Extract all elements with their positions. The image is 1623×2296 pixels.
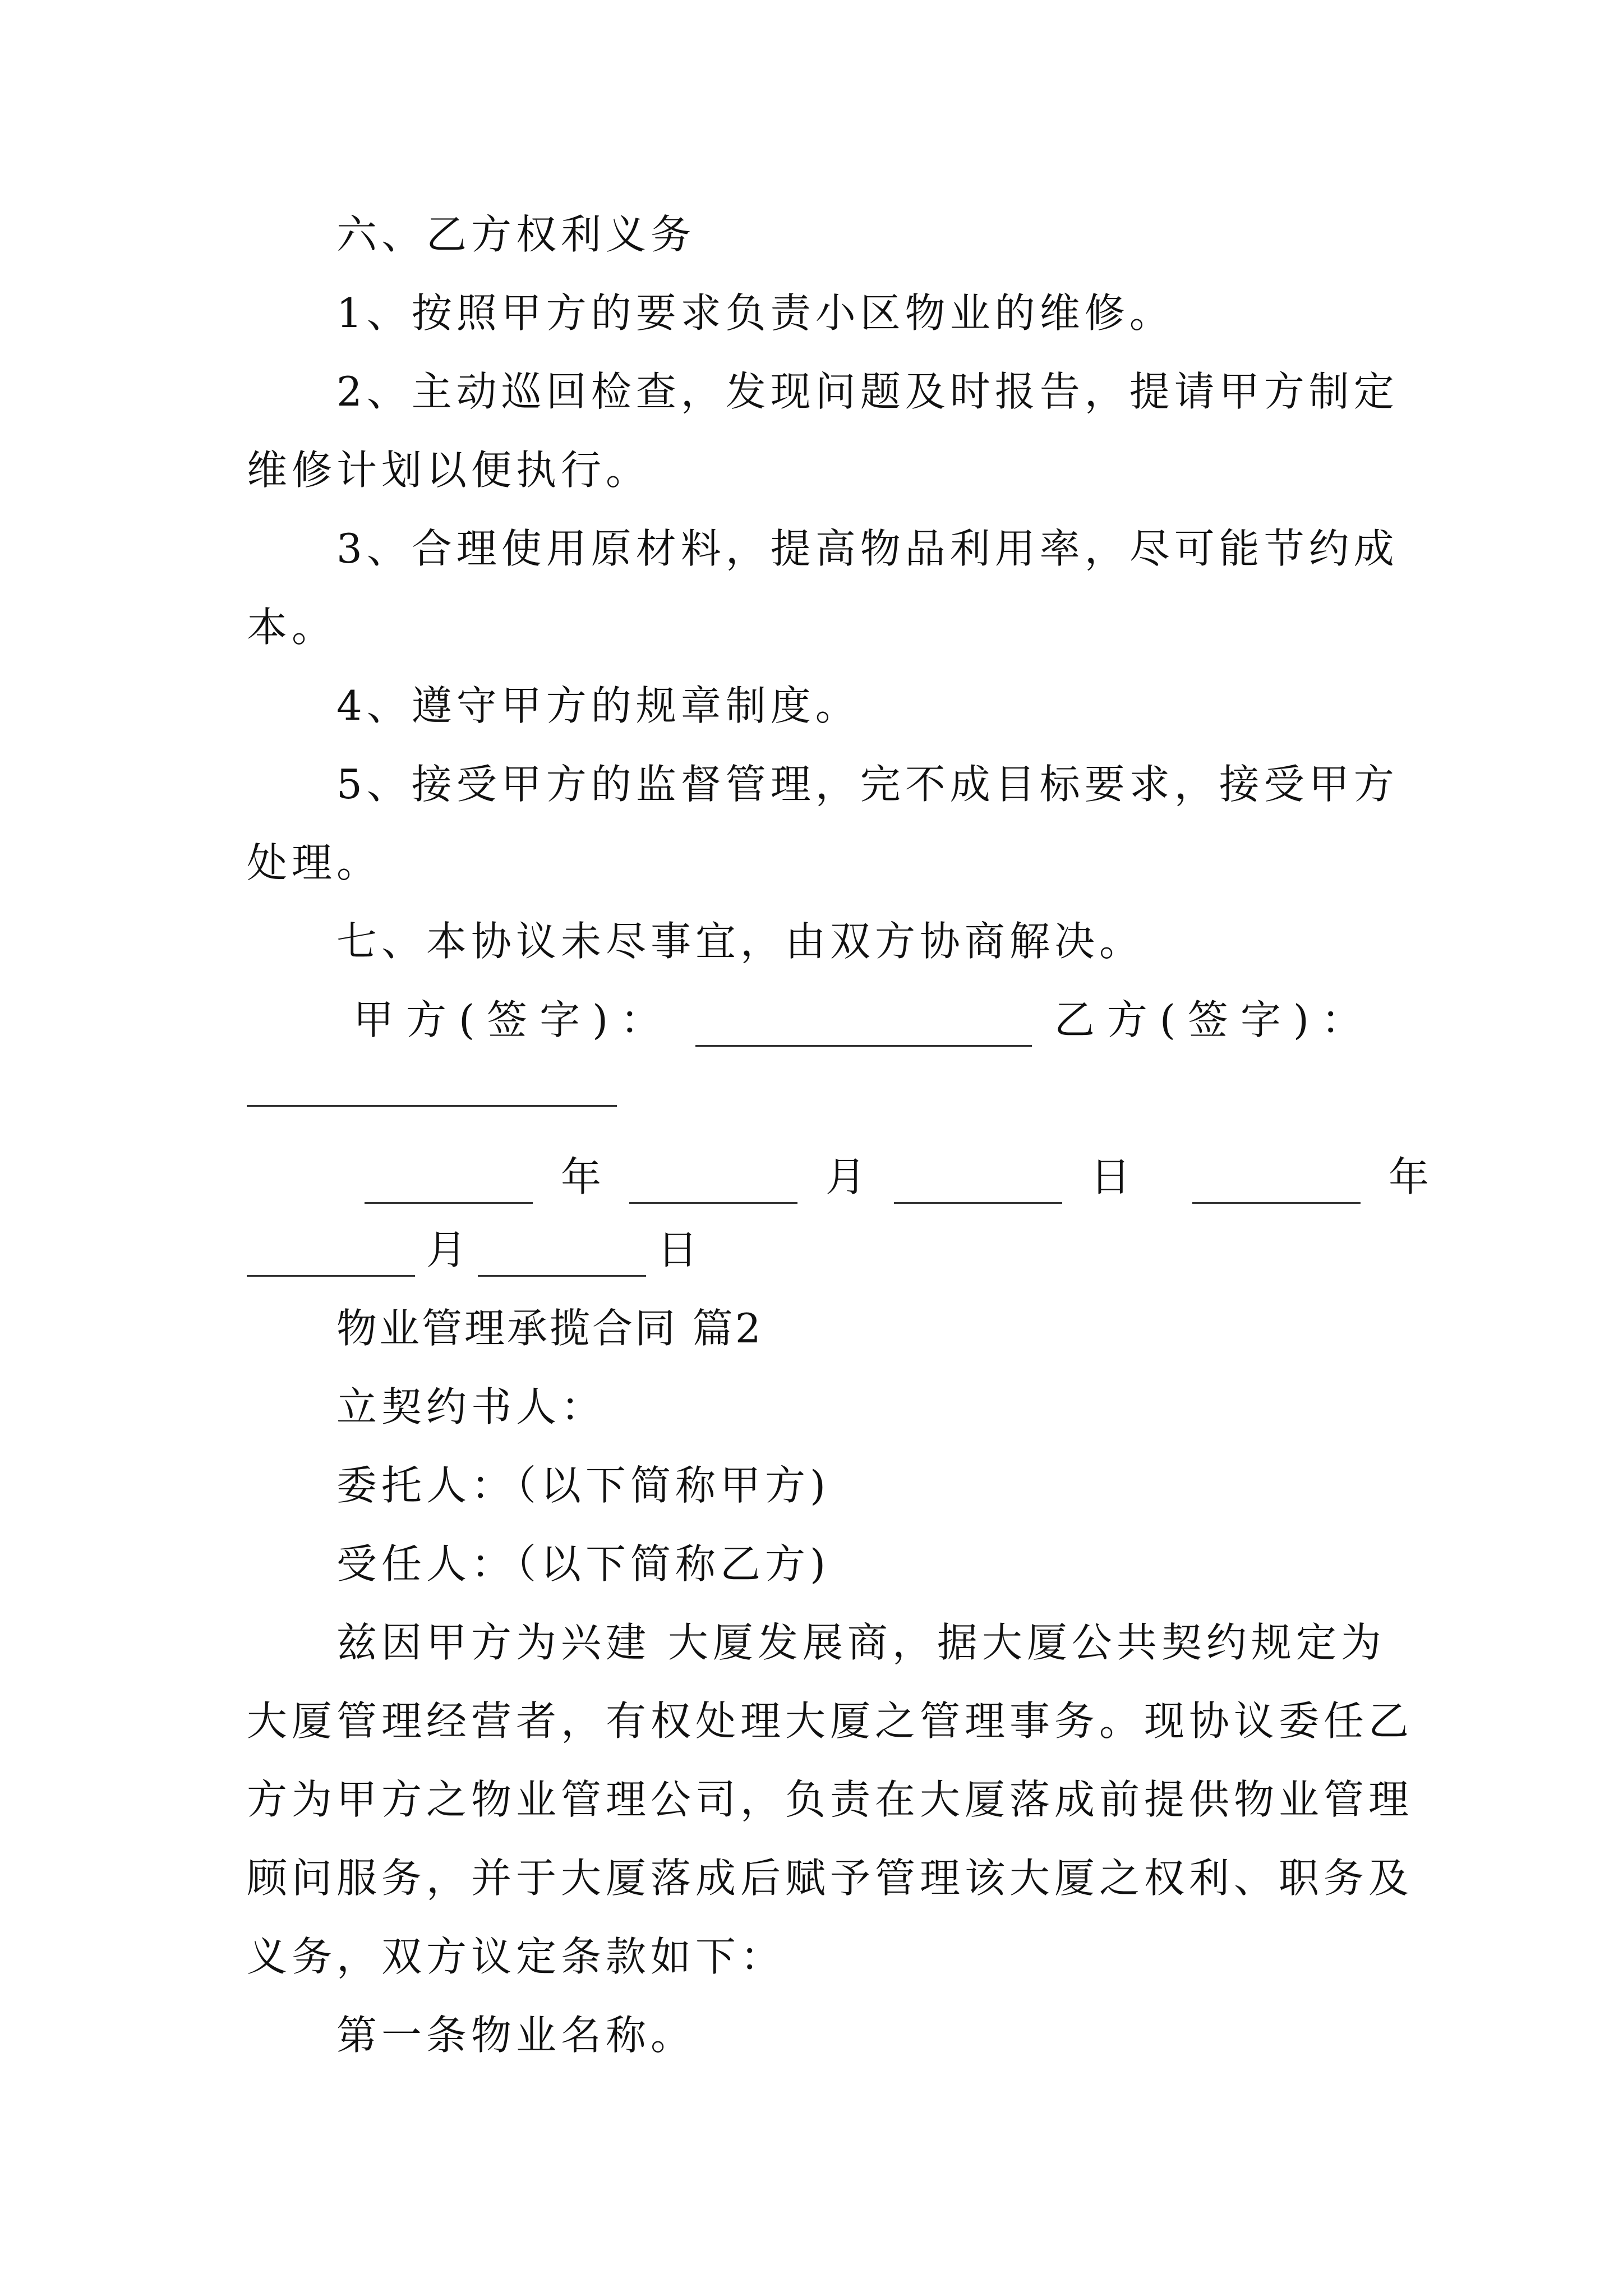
party-a-date-row bbox=[353, 1150, 1446, 1204]
contract-2-paragraph-line-4: 顾问服务，并于大厦落成后赋予管理该大厦之权利、职务及 bbox=[247, 1855, 1414, 1902]
section-7-text: 七、本协议未尽事宜，由双方协商解决。 bbox=[336, 918, 1145, 965]
party-b-signature-label: 乙方(签字)： bbox=[1054, 996, 1374, 1043]
section-6-item-5-line-2: 处理。 bbox=[247, 839, 382, 886]
party-b-day-blank bbox=[478, 1236, 646, 1277]
contract-2-principal: 委托人：（以下简称甲方) bbox=[336, 1462, 831, 1509]
party-b-year-blank bbox=[1192, 1163, 1361, 1204]
contract-2-paragraph-line-5: 义务，双方议定条款如下： bbox=[247, 1933, 786, 1980]
party-a-month-blank bbox=[629, 1163, 797, 1204]
party-a-month-label: 月 bbox=[826, 1153, 866, 1200]
party-a-year-label: 年 bbox=[561, 1153, 602, 1200]
party-a-signature-blank bbox=[695, 1006, 1032, 1047]
section-6-item-2-line-1: 2、主动巡回检查，发现问题及时报告，提请甲方制定 bbox=[336, 368, 1399, 415]
party-a-day-label: 日 bbox=[1090, 1153, 1131, 1200]
contract-2-agent: 受任人：（以下简称乙方) bbox=[336, 1540, 831, 1588]
signature-row bbox=[353, 993, 1374, 1047]
party-a-day-blank bbox=[894, 1163, 1062, 1204]
contract-2-paragraph-line-2: 大厦管理经营者，有权处理大厦之管理事务。现协议委任乙 bbox=[247, 1697, 1414, 1745]
section-6-item-3-line-2: 本。 bbox=[247, 604, 337, 651]
section-6-item-1: 1、按照甲方的要求负责小区物业的维修。 bbox=[336, 289, 1174, 337]
section-6-item-4: 4、遵守甲方的规章制度。 bbox=[336, 682, 860, 729]
party-b-signature-blank bbox=[247, 1066, 617, 1107]
party-b-year-label: 年 bbox=[1389, 1153, 1430, 1200]
section-6-item-2-line-2: 维修计划以便执行。 bbox=[247, 447, 651, 494]
contract-2-article-1: 第一条物业名称。 bbox=[336, 2012, 696, 2059]
contract-2-title: 物业管理承揽合同 篇2 bbox=[336, 1305, 763, 1352]
contract-2-paragraph-line-1: 兹因甲方为兴建 大厦发展商，据大厦公共契约规定为 bbox=[336, 1619, 1386, 1666]
party-b-date-row bbox=[247, 1223, 698, 1277]
section-6-item-3-line-1: 3、合理使用原材料，提高物品利用率，尽可能节约成 bbox=[336, 525, 1399, 572]
party-a-signature-label: 甲方(签字)： bbox=[353, 996, 674, 1043]
section-6-heading: 六、乙方权利义务 bbox=[336, 211, 696, 258]
party-b-month-blank bbox=[247, 1236, 415, 1277]
party-a-year-blank bbox=[365, 1163, 533, 1204]
party-b-month-label: 月 bbox=[426, 1226, 467, 1273]
party-b-day-label: 日 bbox=[657, 1226, 698, 1273]
contract-2-paragraph-line-3: 方为甲方之物业管理公司，负责在大厦落成前提供物业管理 bbox=[247, 1776, 1414, 1823]
contract-2-signers: 立契约书人： bbox=[336, 1383, 606, 1430]
section-6-item-5-line-1: 5、接受甲方的监督管理，完不成目标要求，接受甲方 bbox=[336, 761, 1399, 808]
